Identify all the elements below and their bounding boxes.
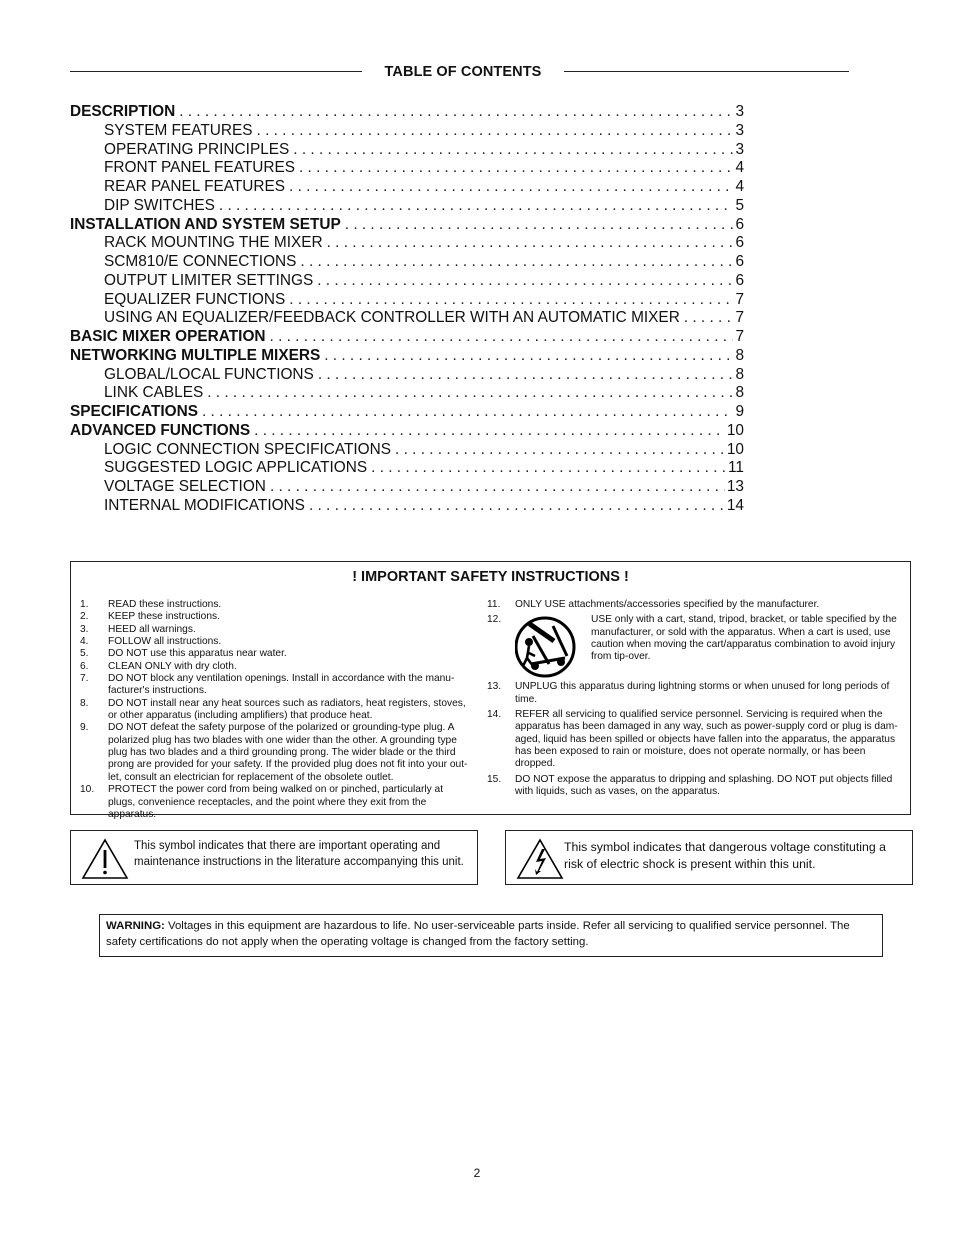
toc-entry-label: NETWORKING MULTIPLE MIXERS bbox=[70, 346, 321, 364]
toc-leader-dots bbox=[289, 178, 733, 197]
toc-entry bbox=[70, 103, 744, 122]
safety-item-text: USE only with a cart, stand, tripod, bracket, or table specified by the manufacturer, or sold with the apparatus. When a cart is used, use caution when moving the cart/apparatus combination to avoid injury from tip-over. bbox=[591, 614, 897, 663]
caution-symbol-box bbox=[70, 830, 478, 885]
toc-leader-dots bbox=[299, 159, 733, 178]
safety-title: ! IMPORTANT SAFETY INSTRUCTIONS ! bbox=[352, 569, 629, 585]
toc-entry bbox=[70, 441, 744, 460]
toc-entry-page: 7 bbox=[735, 290, 744, 308]
toc-leader-dots bbox=[270, 328, 734, 347]
safety-item-number: 12. bbox=[487, 614, 502, 626]
safety-item-number: 10. bbox=[80, 784, 95, 796]
toc-entry-page: 3 bbox=[735, 103, 744, 120]
toc-entry-label: DIP SWITCHES bbox=[104, 196, 215, 214]
toc-entry bbox=[70, 366, 744, 385]
safety-item-number: 5. bbox=[80, 648, 89, 660]
safety-list-right bbox=[487, 599, 903, 801]
safety-item-number: 2. bbox=[80, 611, 89, 623]
safety-item-text: ONLY USE attachments/accessories specified by the manufacturer. bbox=[515, 599, 820, 610]
toc-entry bbox=[70, 422, 744, 441]
toc-entry-page: 4 bbox=[735, 178, 744, 195]
safety-item-text: READ these instructions. bbox=[108, 599, 222, 610]
safety-item-number: 4. bbox=[80, 636, 89, 648]
toc-leader-dots bbox=[317, 272, 733, 291]
toc-entry-page: 3 bbox=[735, 140, 744, 158]
toc-entry bbox=[70, 234, 744, 253]
toc-entry-label: VOLTAGE SELECTION bbox=[104, 478, 266, 495]
toc-entry-page: 6 bbox=[735, 271, 744, 289]
toc-leader-dots bbox=[324, 347, 733, 366]
toc-entry-label: SYSTEM FEATURES bbox=[104, 121, 253, 139]
toc-entry-page: 6 bbox=[735, 234, 744, 252]
toc-entry-label: REAR PANEL FEATURES bbox=[104, 178, 286, 195]
toc-leader-dots bbox=[293, 141, 733, 160]
safety-item bbox=[487, 709, 903, 771]
warning-box bbox=[99, 914, 883, 957]
safety-list-left bbox=[80, 599, 472, 821]
toc-entry bbox=[70, 478, 744, 497]
toc-entry-page: 4 bbox=[735, 159, 744, 177]
toc-entry bbox=[70, 403, 744, 422]
warning-label: WARNING: bbox=[106, 920, 165, 932]
safety-item-number: 8. bbox=[80, 697, 89, 709]
safety-item-number: 14. bbox=[487, 709, 502, 721]
toc-entry-label: GLOBAL/LOCAL FUNCTIONS bbox=[104, 365, 314, 383]
toc-entry-label: OUTPUT LIMITER SETTINGS bbox=[104, 271, 314, 289]
toc-entry-page: 10 bbox=[726, 440, 744, 458]
cart-warning-row bbox=[515, 614, 903, 678]
safety-item-text: REFER all servicing to qualified service personnel. Servicing is required when the apparatus has been damaged in any way, such as power-supply cord or plug is dam-aged, liquid has been spilled or objects have fallen into the apparatus, the apparatus has been exposed to rain or moisture, does not operate normally, or has been dropped. bbox=[515, 709, 898, 770]
safety-item-text: CLEAN ONLY with dry cloth. bbox=[108, 660, 237, 672]
toc-entry-label: FRONT PANEL FEATURES bbox=[104, 159, 295, 177]
toc-leader-dots bbox=[202, 403, 733, 422]
toc-entry-label: EQUALIZER FUNCTIONS bbox=[104, 290, 286, 308]
safety-instructions-box bbox=[70, 561, 911, 820]
toc-entry bbox=[70, 459, 744, 478]
toc-leader-dots bbox=[318, 366, 734, 385]
toc-leader-dots bbox=[270, 478, 725, 497]
toc-entry-label: SUGGESTED LOGIC APPLICATIONS bbox=[104, 459, 368, 477]
voltage-symbol-text: This symbol indicates that dangerous voltage constituting a risk of electric shock is present within this unit. bbox=[564, 840, 886, 871]
toc-entry-page: 7 bbox=[735, 328, 744, 345]
safety-item bbox=[487, 599, 903, 611]
safety-item-text: HEED all warnings. bbox=[108, 623, 196, 635]
safety-item bbox=[80, 698, 472, 723]
toc-leader-dots bbox=[207, 384, 733, 403]
toc-entry bbox=[70, 253, 744, 272]
safety-item-number: 3. bbox=[80, 623, 89, 635]
toc-entry-label: INTERNAL MODIFICATIONS bbox=[104, 496, 305, 514]
toc-entry-page: 6 bbox=[735, 215, 744, 233]
safety-item-number: 9. bbox=[80, 722, 89, 734]
safety-item-number: 7. bbox=[80, 673, 89, 685]
safety-item bbox=[80, 673, 472, 698]
toc-entry-page: 8 bbox=[735, 384, 744, 402]
warning-text: Voltages in this equipment are hazardous to life. No user-serviceable parts inside. Refer all servicing to qualified service personnel. The safety certifications do not apply when the operating voltage is changed from the factory setting. bbox=[106, 920, 850, 948]
toc-leader-dots bbox=[684, 309, 734, 328]
safety-item-text: FOLLOW all instructions. bbox=[108, 636, 222, 648]
toc-entry-page: 14 bbox=[726, 496, 744, 514]
safety-item-text: DO NOT block any ventilation openings. Install in accordance with the manu-facturer's instructions. bbox=[108, 673, 455, 697]
toc-leader-dots bbox=[300, 253, 733, 272]
toc-entry bbox=[70, 328, 744, 347]
toc-entry bbox=[70, 497, 744, 516]
safety-item bbox=[487, 681, 903, 706]
toc-entry-label: OPERATING PRINCIPLES bbox=[104, 140, 290, 158]
toc-leader-dots bbox=[289, 291, 733, 310]
table-of-contents bbox=[70, 103, 744, 516]
safety-item bbox=[80, 722, 472, 784]
toc-entry-label: DESCRIPTION bbox=[70, 103, 176, 120]
toc-leader-dots bbox=[345, 216, 734, 235]
toc-entry-page: 10 bbox=[726, 421, 744, 439]
safety-item-number: 13. bbox=[487, 681, 502, 693]
toc-entry bbox=[70, 159, 744, 178]
toc-rule-right bbox=[564, 71, 849, 72]
safety-item-text: DO NOT expose the apparatus to dripping and splashing. DO NOT put objects filled with liquids, such as vases, on the apparatus. bbox=[515, 773, 893, 798]
toc-entry bbox=[70, 347, 744, 366]
toc-entry-page: 7 bbox=[735, 309, 744, 327]
toc-entry-page: 6 bbox=[735, 253, 744, 270]
voltage-symbol-box bbox=[505, 830, 913, 885]
safety-item bbox=[80, 648, 472, 660]
exclamation-triangle-icon bbox=[81, 838, 129, 880]
safety-item bbox=[80, 624, 472, 636]
toc-entry bbox=[70, 122, 744, 141]
toc-entry-page: 5 bbox=[735, 196, 744, 214]
toc-entry-label: RACK MOUNTING THE MIXER bbox=[104, 234, 323, 252]
page-number: 2 bbox=[473, 1166, 481, 1180]
toc-entry bbox=[70, 291, 744, 310]
toc-entry-label: SPECIFICATIONS bbox=[70, 403, 198, 420]
safety-item bbox=[80, 636, 472, 648]
toc-leader-dots bbox=[327, 234, 734, 253]
toc-entry-label: LINK CABLES bbox=[104, 384, 204, 402]
toc-entry bbox=[70, 309, 744, 328]
safety-item-text: DO NOT defeat the safety purpose of the polarized or grounding-type plug. A polarized plug has two blades with one wider than the other. A grounding type plug has two blades and a third grounding prong. The wider blade or the third prong are provided for your safety. If the provided plug does not fit into your out-let, consult an electrician for replacement of the obsolete outlet. bbox=[108, 722, 468, 783]
toc-entry-label: LOGIC CONNECTION SPECIFICATIONS bbox=[104, 440, 392, 458]
safety-item bbox=[80, 784, 472, 821]
toc-entry-label: USING AN EQUALIZER/FEEDBACK CONTROLLER WITH AN AUTOMATIC MIXER bbox=[104, 309, 680, 327]
safety-item-number: 15. bbox=[487, 773, 502, 785]
toc-leader-dots bbox=[309, 497, 725, 516]
toc-header bbox=[70, 62, 849, 82]
toc-entry-page: 8 bbox=[735, 346, 744, 364]
toc-leader-dots bbox=[219, 197, 734, 216]
toc-entry-page: 11 bbox=[728, 459, 744, 477]
toc-entry-page: 3 bbox=[735, 121, 744, 139]
toc-entry bbox=[70, 197, 744, 216]
toc-entry-page: 8 bbox=[735, 365, 744, 383]
toc-entry-page: 13 bbox=[726, 478, 744, 495]
toc-leader-dots bbox=[254, 422, 725, 441]
safety-item-text: PROTECT the power cord from being walked on or pinched, particularly at plugs, convenience receptacles, and the point where they exit from the apparatus. bbox=[108, 784, 444, 820]
safety-item-number: 6. bbox=[80, 660, 89, 672]
toc-entry bbox=[70, 178, 744, 197]
toc-entry bbox=[70, 384, 744, 403]
toc-entry-label: SCM810/E CONNECTIONS bbox=[104, 253, 297, 270]
safety-item-number: 1. bbox=[80, 599, 89, 610]
toc-leader-dots bbox=[179, 103, 733, 122]
toc-rule-left bbox=[70, 71, 362, 72]
toc-entry-label: BASIC MIXER OPERATION bbox=[70, 328, 266, 345]
cart-tip-over-icon bbox=[515, 616, 581, 678]
toc-title: TABLE OF CONTENTS bbox=[384, 64, 542, 80]
toc-leader-dots bbox=[257, 122, 734, 141]
toc-entry bbox=[70, 141, 744, 160]
toc-entry bbox=[70, 216, 744, 235]
safety-item-text: DO NOT use this apparatus near water. bbox=[108, 648, 287, 660]
caution-symbol-text: This symbol indicates that there are important operating and maintenance instructions in the literature accompanying this unit. bbox=[134, 840, 464, 868]
safety-item bbox=[487, 614, 903, 678]
safety-item bbox=[487, 774, 903, 799]
toc-entry bbox=[70, 272, 744, 291]
safety-item bbox=[80, 661, 472, 673]
toc-leader-dots bbox=[395, 441, 725, 460]
safety-item bbox=[80, 599, 472, 611]
toc-leader-dots bbox=[371, 459, 726, 478]
toc-entry-page: 9 bbox=[735, 403, 744, 420]
safety-item-number: 11. bbox=[487, 599, 501, 610]
safety-item-text: KEEP these instructions. bbox=[108, 611, 220, 623]
safety-item-text: DO NOT install near any heat sources such as radiators, heat registers, stoves, or other apparatus (including amplifiers) that produce heat. bbox=[108, 697, 466, 722]
lightning-triangle-icon bbox=[516, 838, 564, 880]
toc-entry-label: ADVANCED FUNCTIONS bbox=[70, 421, 251, 439]
toc-entry-label: INSTALLATION AND SYSTEM SETUP bbox=[70, 215, 341, 233]
safety-item-text: UNPLUG this apparatus during lightning storms or when unused for long periods of time. bbox=[515, 681, 890, 705]
safety-item bbox=[80, 611, 472, 623]
